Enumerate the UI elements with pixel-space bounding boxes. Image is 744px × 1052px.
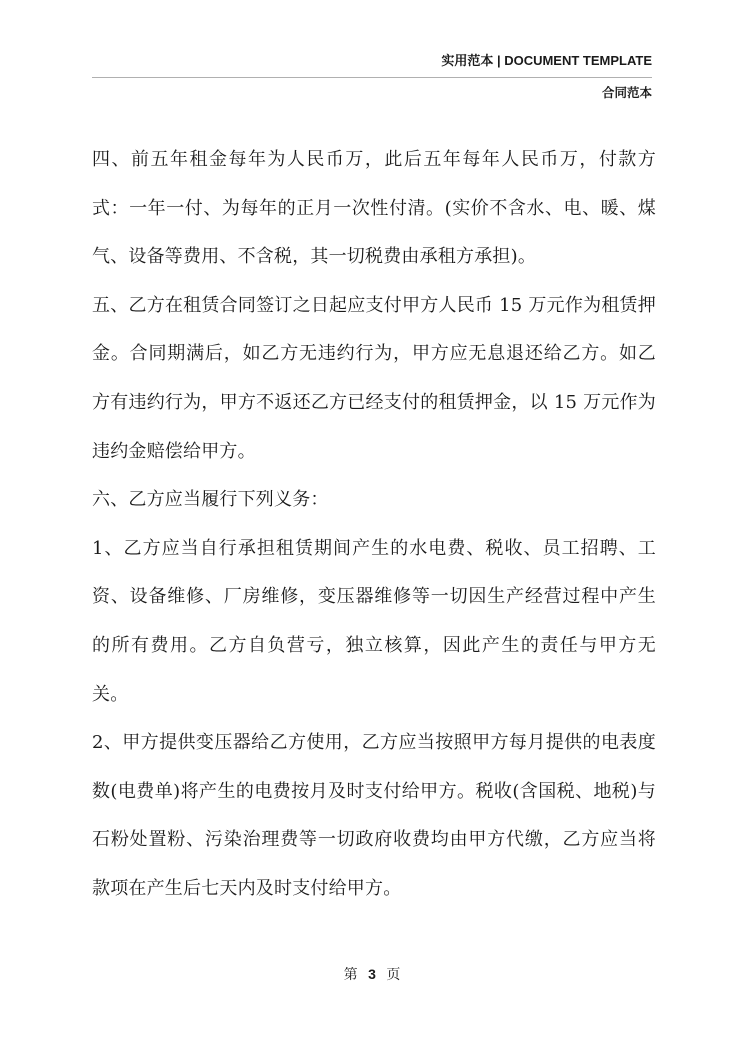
header-divider <box>92 77 652 78</box>
footer-suffix: 页 <box>386 967 401 983</box>
paragraph-obligation-2: 2、甲方提供变压器给乙方使用，乙方应当按照甲方每月提供的电表度数(电费单)将产生的电费按月及时支付给甲方。税收(含国税、地税)与石粉处置粉、污染治理费等一切政府收费均由甲方代缴，乙方应当将款项在产生后七天内及时支付给甲方。 <box>92 732 656 899</box>
footer-prefix: 第 <box>343 967 358 983</box>
paragraph-obligations-heading: 六、乙方应当履行下列义务： <box>92 489 329 511</box>
document-body <box>92 136 656 914</box>
page-number: 3 <box>368 966 376 982</box>
header-title: 实用范本 | DOCUMENT TEMPLATE <box>441 53 652 68</box>
paragraph-deposit: 五、乙方在租赁合同签订之日起应支付甲方人民币 15 万元作为租赁押金。合同期满后，如乙方无违约行为，甲方应无息退还给乙方。如乙方有违约行为，甲方不返还乙方已经支付的租赁押金，以 15 万元作为违约金赔偿给甲方。 <box>92 294 656 462</box>
paragraph-rent-payment: 四、前五年租金每年为人民币万，此后五年每年人民币万，付款方式：一年一付、为每年的正月一次性付清。(实价不含水、电、暖、煤气、设备等费用、不含税，其一切税费由承租方承担)。 <box>92 149 656 268</box>
paragraph-obligation-1: 1、乙方应当自行承担租赁期间产生的水电费、税收、员工招聘、工资、设备维修、厂房维修，变压器维修等一切因生产经营过程中产生的所有费用。乙方自负营亏，独立核算，因此产生的责任与甲方无关。 <box>92 537 656 705</box>
header-subtitle: 合同范本 <box>601 86 652 100</box>
page-footer <box>0 964 744 984</box>
